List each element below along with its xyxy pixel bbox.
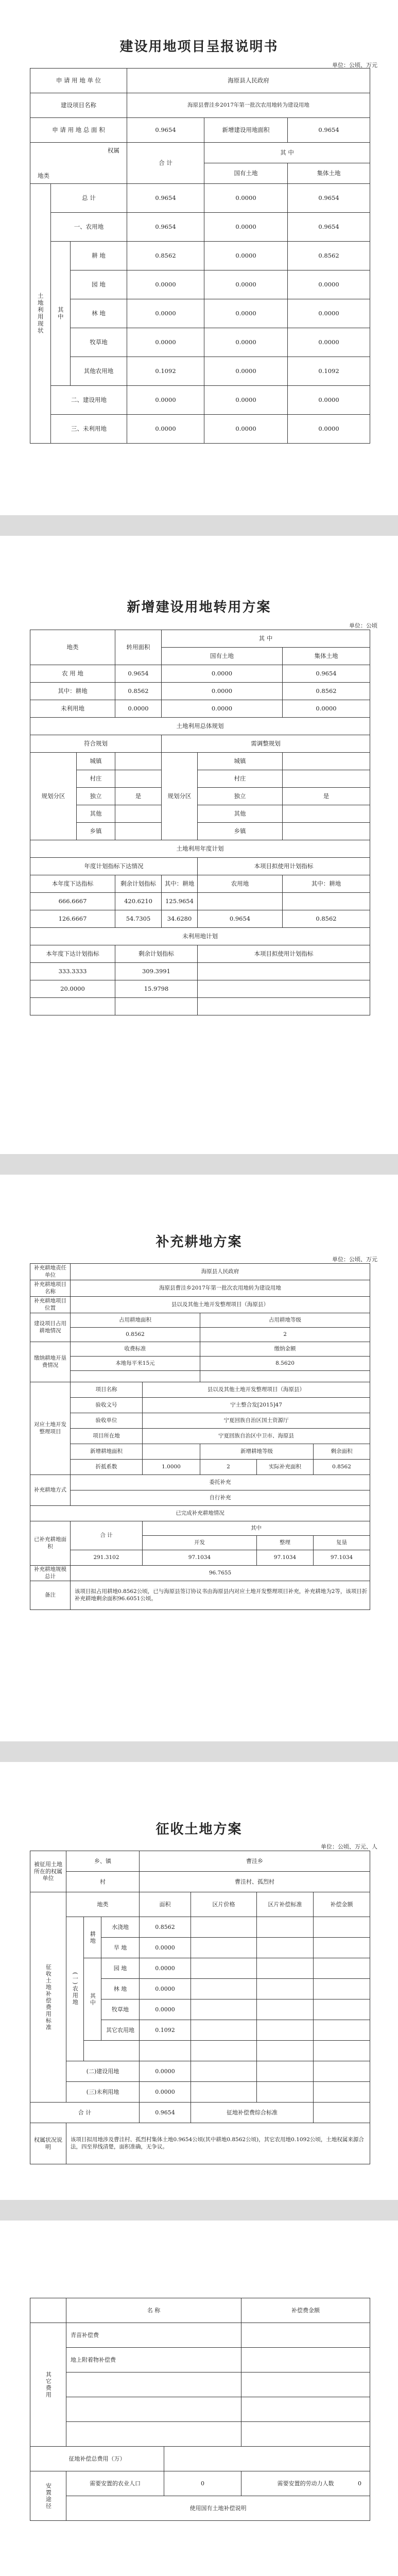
sub1-inner: 其中 [84, 1958, 101, 2041]
other-fees-label: 其它费用 [30, 2323, 66, 2447]
row-area: 0.0000 [140, 1938, 191, 1958]
fee-note: 本地每平米15元 [71, 1357, 200, 1371]
usage-label: 使用国有土地补偿说明 [66, 2496, 370, 2521]
row-name: 耕 地 [71, 242, 127, 270]
table-cell [30, 998, 115, 1015]
category-header: 地类 [66, 1892, 140, 1917]
spent-reclaim: 97.1034 [143, 1550, 257, 1566]
table-cell [191, 2061, 257, 2082]
zone-name: 城镇 [77, 753, 115, 770]
row-coll: 0.0000 [288, 299, 370, 328]
row-name: 未利用地 [30, 700, 115, 718]
zone-mark [115, 823, 162, 840]
balance-value: 96.7655 [71, 1566, 370, 1581]
table-cell [241, 2422, 370, 2447]
page-title: 征收土地方案 [155, 1822, 243, 1837]
unit-label: 单位：公顷、万元、人 [321, 1843, 377, 1850]
owner-text: 该项目拟用地涉及曹洼村、孤烈村集体土地0.9654公顷(其中耕地0.8562公顷)，其它农用地0.1092公顷，土地权属来源合法，四至界线清楚，面积准确，无争议。 [66, 2123, 370, 2164]
row-total: 0.0000 [127, 270, 204, 299]
total-area: 0.9654 [140, 2103, 191, 2123]
table-cell [84, 2041, 140, 2061]
quota-cell: 0.9654 [198, 910, 283, 928]
area-value: 0.9654 [127, 118, 204, 143]
name-header: 名 称 [66, 2298, 241, 2323]
row-conv: 0.0000 [115, 700, 162, 718]
row-name: 园 地 [101, 1958, 140, 1979]
town-value: 曹洼乡 [140, 1851, 370, 1872]
ownership-label: 权属 [108, 147, 120, 154]
method-b: 自行补充 [71, 1490, 370, 1506]
grade-value: 2 [200, 1328, 370, 1342]
row-state: 0.0000 [162, 700, 283, 718]
coef-value: 1.0000 [143, 1460, 200, 1475]
approve-doc-label: 验收文号 [71, 1398, 143, 1413]
total-label: 合 计 [71, 1521, 143, 1550]
row-total: 0.1092 [127, 357, 204, 386]
row-name: 牧草地 [71, 328, 127, 357]
fee-std-label: 收费标准 [71, 1342, 200, 1357]
row-coll: 0.0000 [288, 415, 370, 444]
row-area: 0.0000 [140, 1999, 191, 2020]
row-area: 0.8562 [140, 1917, 191, 1938]
table-cell [71, 1371, 200, 1382]
resp-value: 海原县人民政府 [71, 1264, 370, 1280]
zone-name: 其他 [77, 805, 115, 823]
table-cell [241, 2348, 370, 2372]
table-cell [241, 2397, 370, 2422]
row-coll: 0.9654 [283, 665, 370, 683]
zone-mark [283, 805, 370, 823]
fee-header: 补偿金额 [314, 1892, 370, 1917]
unused-cell [198, 980, 370, 998]
supplement-table [30, 1263, 370, 1610]
page-expropriation-plan [0, 1762, 398, 2200]
row-name: 二、建设用地 [51, 386, 127, 415]
actual-value: 0.8562 [314, 1460, 370, 1475]
quota-col: 剩余计划指标 [115, 875, 162, 893]
unused-cell [198, 963, 370, 980]
unused-cell: 20.0000 [30, 980, 115, 998]
resp-label: 补充耕地责任单位 [30, 1264, 71, 1280]
table-cell [257, 1958, 314, 1979]
page-separator [0, 515, 398, 536]
table-cell [115, 998, 198, 1015]
row-name: 一、农用地 [51, 213, 127, 242]
quota-cell: 126.6667 [30, 910, 115, 928]
collective-header: 集体土地 [288, 163, 370, 184]
cost-grade: 2 [200, 1460, 257, 1475]
quota-col: 其中：耕地 [162, 875, 198, 893]
quota-col: 本年度下达指标 [30, 875, 115, 893]
table-cell [314, 2041, 370, 2061]
item-name-label: 项目名称 [71, 1382, 143, 1398]
labor-cell [241, 2471, 370, 2496]
table-cell [191, 1958, 257, 1979]
table-cell [257, 2061, 314, 2082]
build-area: 0.0000 [140, 2061, 191, 2082]
table-cell [241, 2372, 370, 2397]
done-label: 已完成补充耕地情况 [30, 1506, 370, 1521]
unused-cell: 309.3991 [115, 963, 198, 980]
zone-name: 村庄 [77, 770, 115, 788]
row-state: 0.0000 [204, 328, 288, 357]
grade-label: 占用耕地等级 [200, 1313, 370, 1328]
row-name: 其他农用地 [71, 357, 127, 386]
table-cell [257, 1917, 314, 1938]
row-area: 0.0000 [140, 1958, 191, 1979]
applicant-label: 申 请 用 地 单 位 [30, 69, 127, 93]
table-cell [314, 1917, 370, 1938]
table-cell [257, 2082, 314, 2103]
quota-cell: 666.6667 [30, 893, 115, 910]
table-cell [191, 2041, 257, 2061]
row-conv: 0.9654 [115, 665, 162, 683]
of-which-label: 其中 [143, 1521, 370, 1536]
row-state: 0.0000 [162, 665, 283, 683]
unused-area: 0.0000 [140, 2082, 191, 2103]
quota-header: 年度计划指标下达情况 [30, 858, 198, 875]
row-total: 0.0000 [127, 328, 204, 357]
balance-label: 补充耕地规模总计 [30, 1566, 71, 1581]
village-label: 村 [66, 1872, 140, 1892]
adjust-plan-label: 需调整规划 [162, 735, 370, 753]
zone-mark [283, 823, 370, 840]
fits-plan-label: 符合规划 [30, 735, 162, 753]
zone-mark [283, 770, 370, 788]
row-coll: 0.9654 [288, 184, 370, 213]
table-cell [257, 1938, 314, 1958]
row-name: 其它农用地 [101, 2020, 140, 2041]
unused-cell: 333.3333 [30, 963, 115, 980]
converted-header: 转用面积 [115, 630, 162, 665]
table-cell [191, 1917, 257, 1938]
zone-mark [115, 805, 162, 823]
comp2-header: 区片补偿标准 [257, 1892, 314, 1917]
unused-col: 剩余计划指标 [115, 945, 198, 963]
occupied-label: 占用耕地面积 [71, 1313, 200, 1328]
project-label: 补充耕地项目名称 [30, 1280, 71, 1297]
remark-label: 备注 [30, 1581, 71, 1610]
quota-cell: 420.6210 [115, 893, 162, 910]
fee-value: 8.5620 [200, 1357, 370, 1371]
table-cell [314, 1979, 370, 1999]
row-name: 林 地 [101, 1979, 140, 1999]
row-name: 水浇地 [101, 1917, 140, 1938]
sub1-label: (一)农用地 [66, 1917, 84, 2061]
location-value: 县以及其他土地开发整理项目（海原县） [71, 1297, 370, 1313]
row-name: 旱 地 [101, 1938, 140, 1958]
actual-label: 实际补充面积 [257, 1460, 314, 1475]
farm-value: 0 [164, 2471, 241, 2496]
spent-rehab: 97.1034 [314, 1550, 370, 1566]
zone-mark [283, 753, 370, 770]
row-area: 0.0000 [140, 1979, 191, 1999]
quota-cell [283, 893, 370, 910]
of-which-header: 其 中 [204, 143, 370, 163]
new-area-label: 新增耕地面积 [71, 1444, 143, 1460]
project-value: 海原县曹洼乡2017年第一批次农用地转为建设用地 [71, 1280, 370, 1297]
unused-cell: 15.9798 [115, 980, 198, 998]
table-cell [257, 2020, 314, 2041]
annual-header: 土地利用年度计划 [30, 840, 370, 858]
address-label: 项目所在地 [71, 1429, 143, 1444]
row-total: 0.0000 [127, 386, 204, 415]
row-coll: 0.0000 [288, 270, 370, 299]
page-title: 补充耕地方案 [155, 1234, 243, 1250]
unused-label: (三)未利用地 [66, 2082, 140, 2103]
method-a: 委托补充 [71, 1475, 370, 1490]
row-name: 牧草地 [101, 1999, 140, 2020]
zone-name: 村庄 [198, 770, 283, 788]
conversion-table [30, 630, 370, 1015]
table-cell [241, 2323, 370, 2348]
page-land-application [0, 0, 398, 515]
table-cell [314, 2020, 370, 2041]
total-col-header: 合 计 [127, 143, 204, 184]
page-separator [0, 2200, 398, 2221]
method-label: 补充耕地方式 [30, 1475, 71, 1506]
zone-mark [115, 770, 162, 788]
spent-label: 已补充耕地面积 [30, 1521, 71, 1566]
unit-label: 单位：公顷 [349, 622, 377, 629]
zone-mark: 是 [283, 788, 370, 805]
fee-section-label: 缴纳耕地开垦费情况 [30, 1342, 71, 1382]
table-cell [140, 2041, 191, 2061]
state-header: 国有土地 [204, 163, 288, 184]
fee-amount-label: 缴纳金额 [200, 1342, 370, 1357]
admin-label: 被征用土地所在的权属单位 [30, 1851, 66, 1892]
arrange-label: 整理 [257, 1536, 314, 1550]
expropriation-table [30, 1851, 370, 2164]
row-coll: 0.0000 [283, 700, 370, 718]
approve-unit-label: 验收单位 [71, 1413, 143, 1429]
zone-mark: 是 [115, 788, 162, 805]
row-total: 0.9654 [127, 213, 204, 242]
table-cell [314, 2061, 370, 2082]
row-name: 园 地 [71, 270, 127, 299]
rehab-label: 复垦 [314, 1536, 370, 1550]
unit-label: 单位：公顷、万元 [332, 62, 377, 69]
zone-label: 规划分区 [30, 753, 77, 840]
farmland-label: 耕地 [84, 1917, 101, 1958]
row-coll: 0.0000 [288, 386, 370, 415]
of-which-header: 其 中 [162, 630, 370, 648]
remark-text: 该项目拟占用耕地0.8562公顷，已与海原县签订协议书由海原县内对应土地开发整理项目补充，补充耕地为2等，该项目折补充耕地剩余面积96.6051公顷。 [71, 1581, 370, 1610]
row-name: 三、未利用地 [51, 415, 127, 444]
row-total: 0.9654 [127, 184, 204, 213]
approve-doc-value: 宁土整合发[2015]47 [143, 1398, 370, 1413]
row-name: 其中：耕地 [30, 683, 115, 700]
table-cell [191, 1979, 257, 1999]
link-label: 对应土地开发整理项目 [30, 1382, 71, 1475]
amount-header: 补偿费金额 [241, 2298, 370, 2323]
zone-name: 其他 [198, 805, 283, 823]
project-label: 建设项目名称 [30, 93, 127, 118]
table-cell [66, 2422, 241, 2447]
table-cell [257, 2041, 314, 2061]
plan-header: 土地利用总体规划 [30, 718, 370, 735]
resettle-label: 安置途径 [30, 2471, 66, 2521]
table-cell [30, 2298, 66, 2323]
village-value: 曹洼村、孤烈村 [140, 1872, 370, 1892]
fee-name: 地上附着物补偿费 [66, 2348, 241, 2372]
applicant-value: 海原县人民政府 [127, 69, 370, 93]
row-conv: 0.8562 [115, 683, 162, 700]
new-area-value [143, 1444, 200, 1460]
row-name: 林 地 [71, 299, 127, 328]
used-header: 本项目拟使用计划指标 [198, 858, 370, 875]
quota-cell: 0.8562 [283, 910, 370, 928]
unit-label: 单位：公顷、万元 [332, 1256, 377, 1263]
unused-header: 未利用地计划 [30, 928, 370, 945]
comp-header: 区片价格 [191, 1892, 257, 1917]
row-state: 0.0000 [162, 683, 283, 700]
table-cell [198, 998, 370, 1015]
new-area-value: 0.9654 [288, 118, 370, 143]
table-cell [200, 1371, 370, 1382]
state-header: 国有土地 [162, 648, 283, 665]
zone-name: 城镇 [198, 753, 283, 770]
table-cell [164, 2447, 370, 2471]
table-cell [191, 2082, 257, 2103]
row-total: 0.0000 [127, 415, 204, 444]
row-area: 0.1092 [140, 2020, 191, 2041]
row-coll: 0.9654 [288, 213, 370, 242]
zone-mark [115, 753, 162, 770]
table-cell [257, 1999, 314, 2020]
sub-label: 其中 [51, 242, 71, 386]
quota-col: 农用地 [198, 875, 283, 893]
zone-name: 乡镇 [77, 823, 115, 840]
row-name: 总 计 [51, 184, 127, 213]
side-label: 征收土地补偿费用标准 [30, 1892, 66, 2103]
application-table [30, 68, 370, 444]
spent-arrange: 97.1034 [257, 1550, 314, 1566]
category-header: 地类 [30, 630, 115, 665]
row-state: 0.0000 [204, 270, 288, 299]
quota-cell: 34.6280 [162, 910, 198, 928]
remain-label: 剩余面积 [314, 1444, 370, 1460]
row-state: 0.0000 [204, 213, 288, 242]
row-coll: 0.1092 [288, 357, 370, 386]
std-label: 征地补偿费综合标准 [191, 2103, 314, 2123]
occupied-value: 0.8562 [71, 1328, 200, 1342]
row-state: 0.0000 [204, 184, 288, 213]
project-value: 海原县曹洼乡2017年第一批次农用地转为建设用地 [127, 93, 370, 118]
reclaim-label: 开发 [143, 1536, 257, 1550]
table-cell [314, 1938, 370, 1958]
compensation-table [30, 2298, 370, 2521]
location-label: 补充耕地项目位置 [30, 1297, 71, 1313]
row-state: 0.0000 [204, 242, 288, 270]
row-name: 农 用 地 [30, 665, 115, 683]
zone-name: 独立 [77, 788, 115, 805]
labor-value: 0 [358, 2480, 361, 2487]
zone-label-right: 规划分区 [162, 753, 198, 840]
zone-name: 独立 [198, 788, 283, 805]
page-conversion-plan [0, 536, 398, 1154]
category-label: 地类 [38, 172, 49, 179]
table-cell [191, 1999, 257, 2020]
quota-cell: 54.7305 [115, 910, 162, 928]
page-compensation [0, 2221, 398, 2576]
total-label: 征地补偿总费用（万） [30, 2447, 164, 2471]
table-cell [314, 1999, 370, 2020]
page-farmland-supplement [0, 1175, 398, 1741]
table-cell [314, 2082, 370, 2103]
land-use-side-label: 土地利用现状 [30, 184, 51, 444]
table-cell [257, 1979, 314, 1999]
row-coll: 0.8562 [283, 683, 370, 700]
build-label: (二)建设用地 [66, 2061, 140, 2082]
labor-label: 需要安置的劳动力人数 [277, 2480, 334, 2487]
table-cell [191, 2020, 257, 2041]
total-label: 合 计 [30, 2103, 140, 2123]
page-title: 建设用地项目呈报说明书 [119, 39, 279, 55]
row-state: 0.0000 [204, 299, 288, 328]
row-state: 0.0000 [204, 357, 288, 386]
page-separator [0, 1154, 398, 1175]
zone-name: 乡镇 [198, 823, 283, 840]
address-value: 宁夏回族自治区中卫市、海原县 [143, 1429, 370, 1444]
row-total: 0.0000 [127, 299, 204, 328]
diagonal-header [30, 143, 127, 184]
coef-label: 折抵系数 [71, 1460, 143, 1475]
page-title: 新增建设用地转用方案 [127, 600, 271, 615]
quota-col: 其中：耕地 [283, 875, 370, 893]
row-coll: 0.0000 [288, 328, 370, 357]
row-state: 0.0000 [204, 386, 288, 415]
table-cell [314, 2103, 370, 2123]
area-label: 申 请 用 地 总 面 积 [30, 118, 127, 143]
table-cell [66, 2397, 241, 2422]
town-label: 乡、镇 [66, 1851, 140, 1872]
collective-header: 集体土地 [283, 648, 370, 665]
fee-name: 青苗补偿费 [66, 2323, 241, 2348]
spent-total: 291.3102 [71, 1550, 143, 1566]
area-header: 面积 [140, 1892, 191, 1917]
approve-unit-value: 宁夏回族自治区国土资源厅 [143, 1413, 370, 1429]
row-total: 0.8562 [127, 242, 204, 270]
quota-cell: 125.9654 [162, 893, 198, 910]
quota-cell [198, 893, 283, 910]
item-name-value: 县以及其他土地开发整理项目（海原县） [143, 1382, 370, 1398]
unused-col: 本项目拟使用计划指标 [198, 945, 370, 963]
unused-col: 本年度下达计划指标 [30, 945, 115, 963]
row-state: 0.0000 [204, 415, 288, 444]
farm-label: 需要安置的农业人口 [66, 2471, 164, 2496]
page-separator [0, 1741, 398, 1762]
info-label: 建设项目占用耕地情况 [30, 1313, 71, 1342]
new-grade-label: 新增耕地等级 [200, 1444, 314, 1460]
table-cell [314, 1958, 370, 1979]
owner-label: 权属状况说明 [30, 2123, 66, 2164]
row-coll: 0.8562 [288, 242, 370, 270]
table-cell [191, 1938, 257, 1958]
new-area-label: 新增建设用地面积 [204, 118, 288, 143]
table-cell [66, 2372, 241, 2397]
